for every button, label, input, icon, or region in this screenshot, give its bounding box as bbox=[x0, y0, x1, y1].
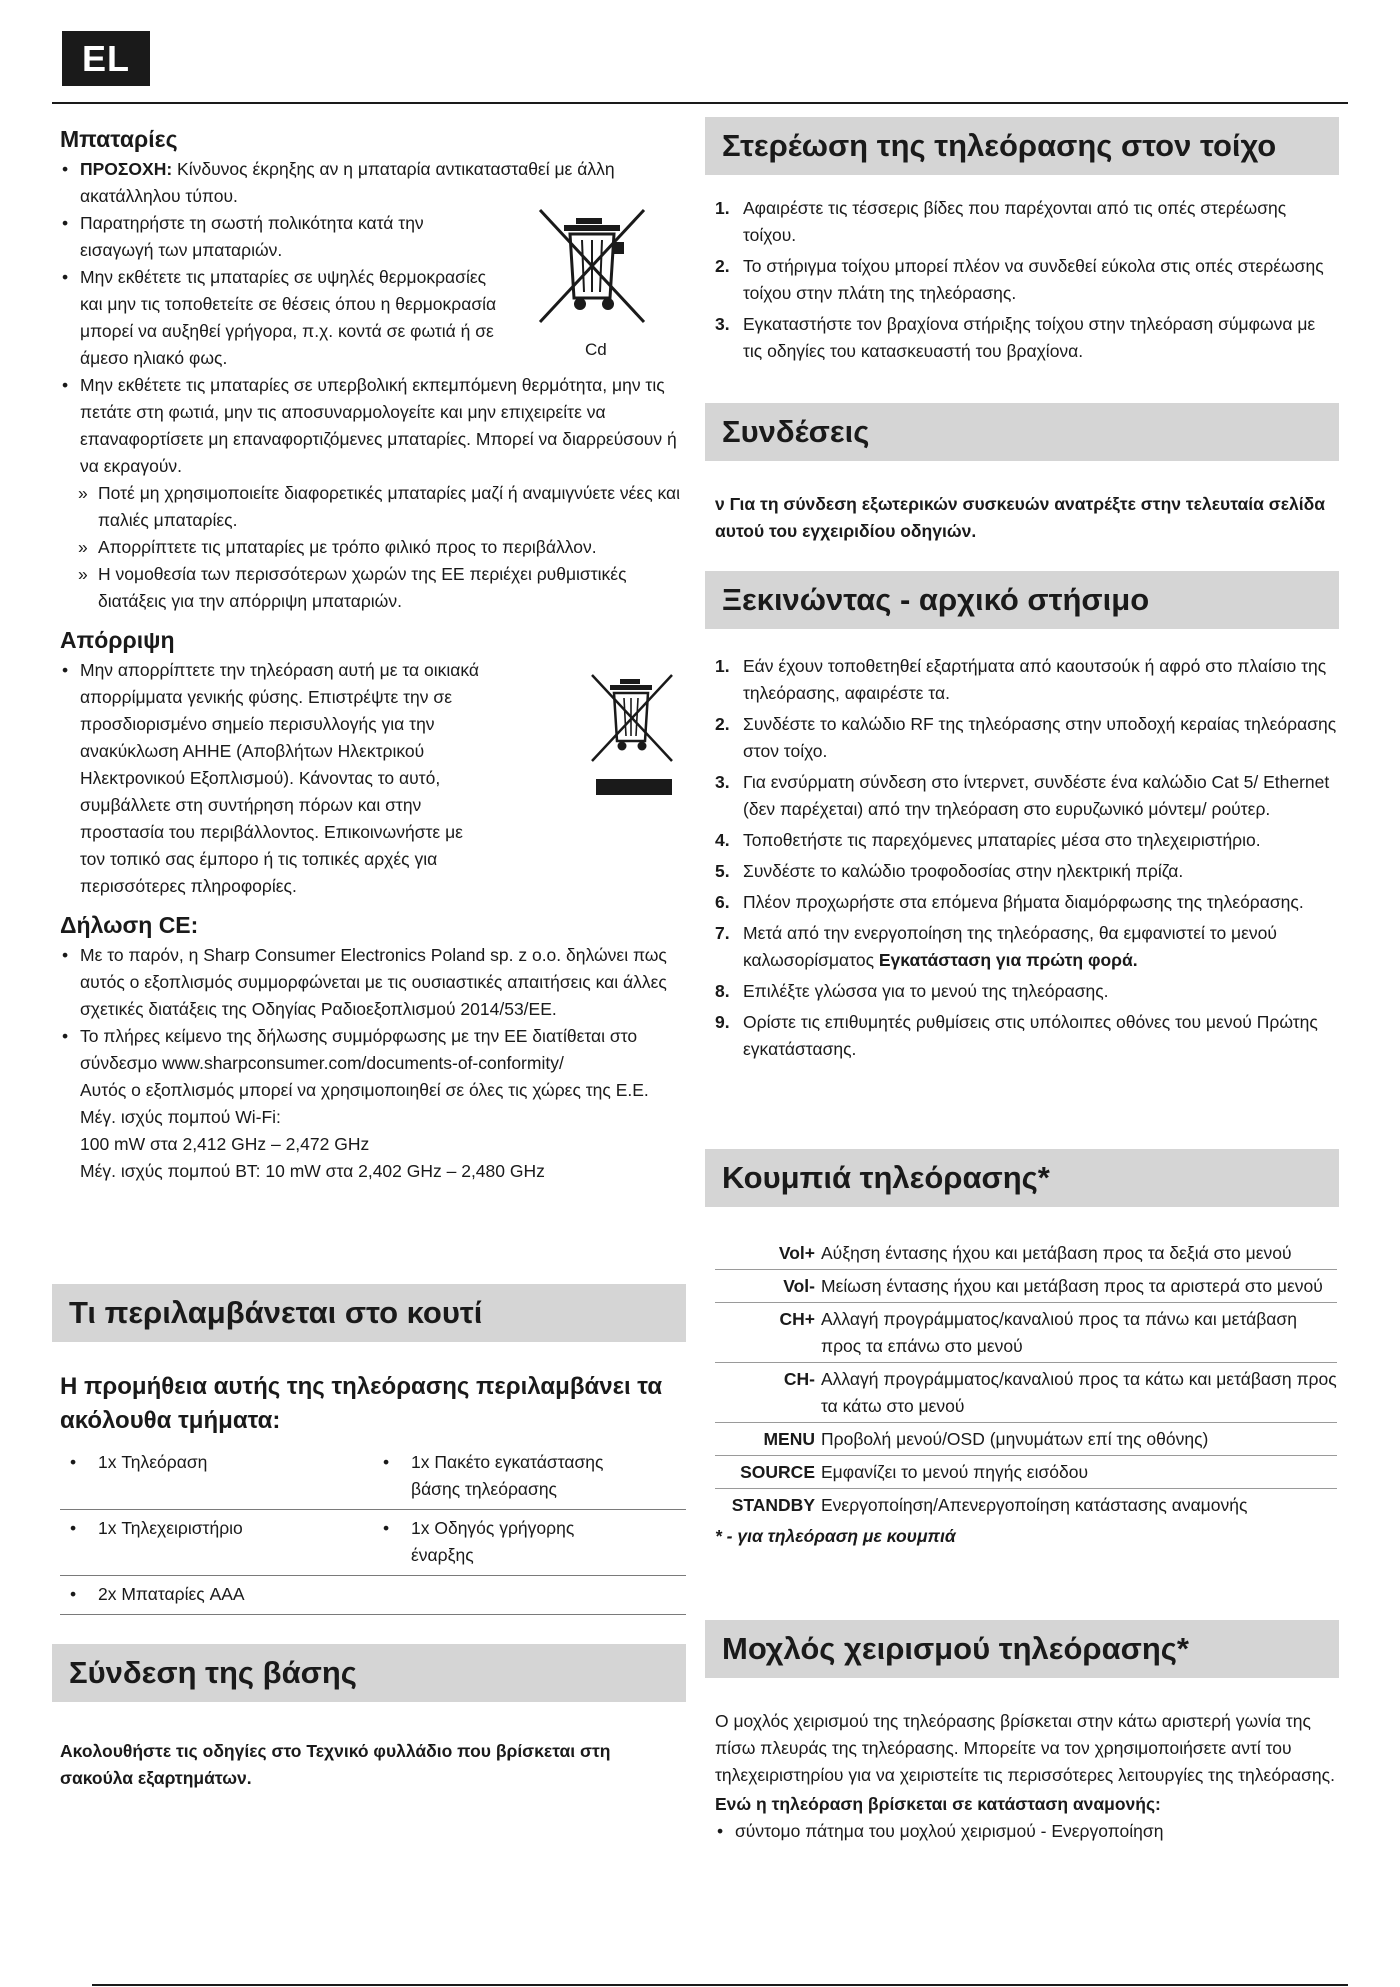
top-rule bbox=[52, 102, 1348, 104]
list-item: 3. Εγκαταστήστε τον βραχίονα στήριξης τοίχου στην τηλεόραση σύμφωνα με τις οδηγίες του κατασκευαστή του βραχίονα. bbox=[715, 314, 1316, 361]
weee-bin-icon bbox=[588, 671, 676, 801]
table-row: CH- Αλλαγή προγράμματος/καναλιού προς τα κάτω και μετάβαση προς τα κάτω στο μενού bbox=[715, 1363, 1337, 1423]
battery-sub-item bbox=[60, 534, 688, 561]
tv-buttons-section bbox=[705, 1149, 1339, 1550]
table-row: Vol- Μείωση έντασης ήχου και μετάβαση προς τα αριστερά στο μενού bbox=[715, 1270, 1337, 1303]
battery-warning-item bbox=[60, 156, 688, 210]
battery-sub-item bbox=[60, 561, 688, 615]
box-item: • 1x Τηλεχειριστήριο bbox=[60, 1515, 373, 1542]
sub-text-2: Απορρίπτετε τις μπαταρίες με τρόπο φιλικό προς το περιβάλλον. bbox=[98, 537, 597, 557]
table-row bbox=[60, 1510, 686, 1576]
disposal-section bbox=[60, 623, 688, 900]
ce-text-4: Μέγ. ισχύς πομπού Wi-Fi: bbox=[80, 1107, 281, 1127]
box-item: • 2x Μπαταρίες AAA bbox=[60, 1581, 373, 1608]
list-item: 6. Πλέον προχωρήστε στα επόμενα βήματα διαμόρφωσης της τηλεόρασης. bbox=[715, 892, 1304, 912]
disposal-title: Απόρριψη bbox=[60, 627, 175, 653]
tv-buttons-table bbox=[715, 1237, 1337, 1521]
table-row: CH+ Αλλαγή προγράμματος/καναλιού προς τα πάνω και μετάβαση προς τα επάνω στο μενού bbox=[715, 1303, 1337, 1363]
ce-list bbox=[60, 942, 688, 1185]
cd-caption: Cd bbox=[585, 340, 607, 359]
heat-text: Μην εκθέτετε τις μπαταρίες σε υψηλές θερμοκρασίες και μην τις τοποθετείτε σε θέσεις όπου η θερμοκρασία μπορεί να αυξηθεί γρήγορα, π.χ. κοντά σε φωτιά ή σε άμεσο ηλιακό φως. bbox=[80, 267, 497, 368]
table-row: Vol+ Αύξηση έντασης ήχου και μετάβαση προς τα δεξιά στο μενού bbox=[715, 1237, 1337, 1270]
box-item: • 1x Τηλεόραση bbox=[60, 1449, 373, 1476]
setup-steps bbox=[705, 653, 1339, 1063]
ce-text-3: Αυτός ο εξοπλισμός μπορεί να χρησιμοποιηθεί σε όλες τις χώρες της Ε.Ε. bbox=[80, 1080, 649, 1100]
table-row bbox=[60, 1444, 686, 1510]
wall-mount-steps bbox=[705, 195, 1339, 365]
batteries-sub-list bbox=[60, 480, 688, 615]
polarity-text: Παρατηρήστε τη σωστή πολικότητα κατά την εισαγωγή των μπαταριών. bbox=[80, 213, 424, 260]
stand-section bbox=[52, 1644, 686, 1792]
list-item: 9. Ορίστε τις επιθυμητές ρυθμίσεις στις υπόλοιπες οθόνες του μενού Πρώτης εγκατάστασης. bbox=[715, 1012, 1318, 1059]
setup-section bbox=[705, 571, 1339, 1067]
tv-buttons-banner: Κουμπιά τηλεόρασης* bbox=[705, 1149, 1339, 1207]
table-row bbox=[60, 1576, 686, 1615]
warning-text: Κίνδυνος έκρηξης αν η μπαταρία αντικατασταθεί με άλλη ακατάλληλου τύπου. bbox=[80, 159, 615, 206]
ce-text-5: 100 mW στα 2,412 GHz – 2,472 GHz bbox=[80, 1134, 370, 1154]
radiant-heat-text: Μην εκθέτετε τις μπαταρίες σε υπερβολική εκπεμπόμενη θερμότητα, μην τις πετάτε στη φωτιά, μην τις αποσυναρμολογείτε και μην επιχειρείτε να επαναφορτίσετε μη επαναφορτιζόμενες μπαταρίες. Μπορεί να διαρρεύσουν ή να εκραγούν. bbox=[80, 375, 677, 476]
ce-item bbox=[60, 1023, 688, 1185]
battery-item-heat bbox=[60, 264, 498, 372]
connections-banner: Συνδέσεις bbox=[705, 403, 1339, 461]
language-badge: EL bbox=[62, 31, 150, 86]
list-item: 2. Συνδέστε το καλώδιο RF της τηλεόρασης στην υποδοχή κεραίας τηλεόρασης στον τοίχο. bbox=[715, 714, 1337, 761]
joystick-section bbox=[705, 1620, 1339, 1845]
table-row: SOURCE Εμφανίζει το μενού πηγής εισόδου bbox=[715, 1456, 1337, 1489]
list-item: 2. Το στήριγμα τοίχου μπορεί πλέον να συνδεθεί εύκολα στις οπές στερέωσης τοίχου στην πλάτη της τηλεόρασης. bbox=[715, 256, 1324, 303]
stand-banner: Σύνδεση της βάσης bbox=[52, 1644, 686, 1702]
connections-section bbox=[705, 403, 1339, 545]
stand-text: Ακολουθήστε τις οδηγίες στο Τεχνικό φυλλάδιο που βρίσκεται στη σακούλα εξαρτημάτων. bbox=[60, 1741, 611, 1788]
wall-mount-section bbox=[705, 117, 1339, 369]
disposal-item bbox=[60, 657, 480, 900]
box-contents-table bbox=[60, 1444, 686, 1615]
table-row: STANDBY Ενεργοποίηση/Απενεργοποίηση κατάστασης αναμονής bbox=[731, 1495, 1248, 1515]
ce-text-2: Το πλήρες κείμενο της δήλωσης συμμόρφωσης με την ΕΕ διατίθεται στο σύνδεσμο www.sharpconsumer.com/documents-of-conformity/ bbox=[80, 1026, 638, 1073]
list-item: 1. Αφαιρέστε τις τέσσερις βίδες που παρέχονται από τις οπές στερέωσης τοίχου. bbox=[715, 198, 1287, 245]
bottom-rule bbox=[92, 1984, 1348, 1986]
disposal-text: Μην απορρίπτετε την τηλεόραση αυτή με τα οικιακά απορρίμματα γενικής φύσης. Επιστρέψτε την σε προσδιορισμένο σημείο περισυλλογής για την ανακύκλωση ΑΗΗΕ (Αποβλήτων Ηλεκτρικού Ηλεκτρονικού Εξοπλισμού). Κάνοντας το αυτό, συμβάλλετε στη συντήρηση πόρων και στην προστασία του περιβάλλοντος. Επικοινωνήστε με τον τοπικό σας έμπορο ή τις τοπικές αρχές για περισσότερες πληροφορίες. bbox=[80, 660, 480, 896]
list-item: 4. Τοποθετήστε τις παρεχόμενες μπαταρίες μέσα στο τηλεχειριστήριο. bbox=[715, 830, 1261, 850]
connections-text: ν Για τη σύνδεση εξωτερικών συσκευών ανατρέξτε στην τελευταία σελίδα αυτού του εγχειριδίου οδηγιών. bbox=[715, 494, 1325, 541]
box-contents-section bbox=[52, 1284, 686, 1615]
ce-text-6: Μέγ. ισχύς πομπού BT: 10 mW στα 2,402 GHz – 2,480 GHz bbox=[80, 1161, 545, 1181]
setup-banner: Ξεκινώντας - αρχικό στήσιμο bbox=[705, 571, 1339, 629]
box-item: • 1x Πακέτο εγκατάστασης βάσης τηλεόρασης bbox=[373, 1449, 686, 1503]
sub-text-1: Ποτέ μη χρησιμοποιείτε διαφορετικές μπαταρίες μαζί ή αναμιγνύετε νέες και παλιές μπαταρίες. bbox=[98, 483, 681, 530]
joystick-text: Ο μοχλός χειρισμού της τηλεόρασης βρίσκεται στην κάτω αριστερή γωνία της πίσω πλευράς της τηλεόρασης. Μπορείτε να τον χρησιμοποιήσετε αντί του τηλεχειριστηρίου για να χειριστείτε τις περισσότερες λειτουργίες της τηλεόρασης. bbox=[715, 1711, 1335, 1785]
joystick-banner: Μοχλός χειρισμού τηλεόρασης* bbox=[705, 1620, 1339, 1678]
battery-item-radiant-heat bbox=[60, 372, 688, 480]
ce-item bbox=[60, 942, 688, 1023]
list-item: 1. Εάν έχουν τοποθετηθεί εξαρτήματα από καουτσούκ ή αφρό στο πλαίσιο της τηλεόρασης, αφαιρέστε τα. bbox=[715, 656, 1327, 703]
sub-text-3: Η νομοθεσία των περισσότερων χωρών της ΕΕ περιέχει ρυθμιστικές διατάξεις για την απόρριψη μπαταριών. bbox=[98, 564, 627, 611]
wall-mount-banner: Στερέωση της τηλεόρασης στον τοίχο bbox=[705, 117, 1339, 175]
ce-text-1: Με το παρόν, η Sharp Consumer Electronics Poland sp. z o.o. δηλώνει πως αυτός ο εξοπλισμός συμμορφώνεται με τις ουσιαστικές απαιτήσεις και άλλες σχετικές διατάξεις της Οδηγίας Ραδιοεξοπλισμού 2014/53/ΕΕ. bbox=[80, 945, 667, 1019]
box-contents-banner: Τι περιλαμβάνεται στο κουτί bbox=[52, 1284, 686, 1342]
list-item: 7. Μετά από την ενεργοποίηση της τηλεόρασης, θα εμφανιστεί το μενού καλωσορίσματος Εγκατάσταση για πρώτη φορά. bbox=[715, 923, 1277, 970]
tv-buttons-note: * - για τηλεόραση με κουμπιά bbox=[715, 1526, 956, 1546]
box-contents-subtitle: Η προμήθεια αυτής της τηλεόρασης περιλαμβάνει τα ακόλουθα τμήματα: bbox=[60, 1373, 663, 1434]
list-item: 5. Συνδέστε το καλώδιο τροφοδοσίας στην ηλεκτρική πρίζα. bbox=[715, 861, 1184, 881]
warning-label: ΠΡΟΣΟΧΗ: bbox=[80, 159, 173, 179]
left-column bbox=[60, 122, 688, 1185]
joystick-standby-title: Ενώ η τηλεόραση βρίσκεται σε κατάσταση αναμονής: bbox=[715, 1794, 1161, 1814]
table-row: MENU Προβολή μενού/OSD (μηνυμάτων επί της οθόνης) bbox=[715, 1423, 1337, 1456]
batteries-title: Μπαταρίες bbox=[60, 126, 178, 152]
battery-item-polarity bbox=[60, 210, 480, 264]
box-item: • 1x Οδηγός γρήγορης έναρξης bbox=[373, 1515, 686, 1569]
crossed-bin-cd-icon bbox=[532, 206, 652, 336]
ce-title: Δήλωση CE: bbox=[60, 912, 199, 938]
list-item: 3. Για ενσύρματη σύνδεση στο ίντερνετ, συνδέστε ένα καλώδιο Cat 5/ Ethernet (δεν παρέχεται) από την τηλεόραση στο ευρυζωνικό μόντεμ/ ρούτερ. bbox=[715, 772, 1330, 819]
battery-sub-item bbox=[60, 480, 688, 534]
list-item: • σύντομο πάτημα του μοχλού χειρισμού - Ενεργοποίηση bbox=[715, 1818, 1339, 1845]
batteries-section bbox=[60, 122, 688, 615]
ce-section bbox=[60, 908, 688, 1185]
list-item: 8. Επιλέξτε γλώσσα για το μενού της τηλεόρασης. bbox=[715, 981, 1109, 1001]
joystick-list bbox=[715, 1818, 1339, 1845]
